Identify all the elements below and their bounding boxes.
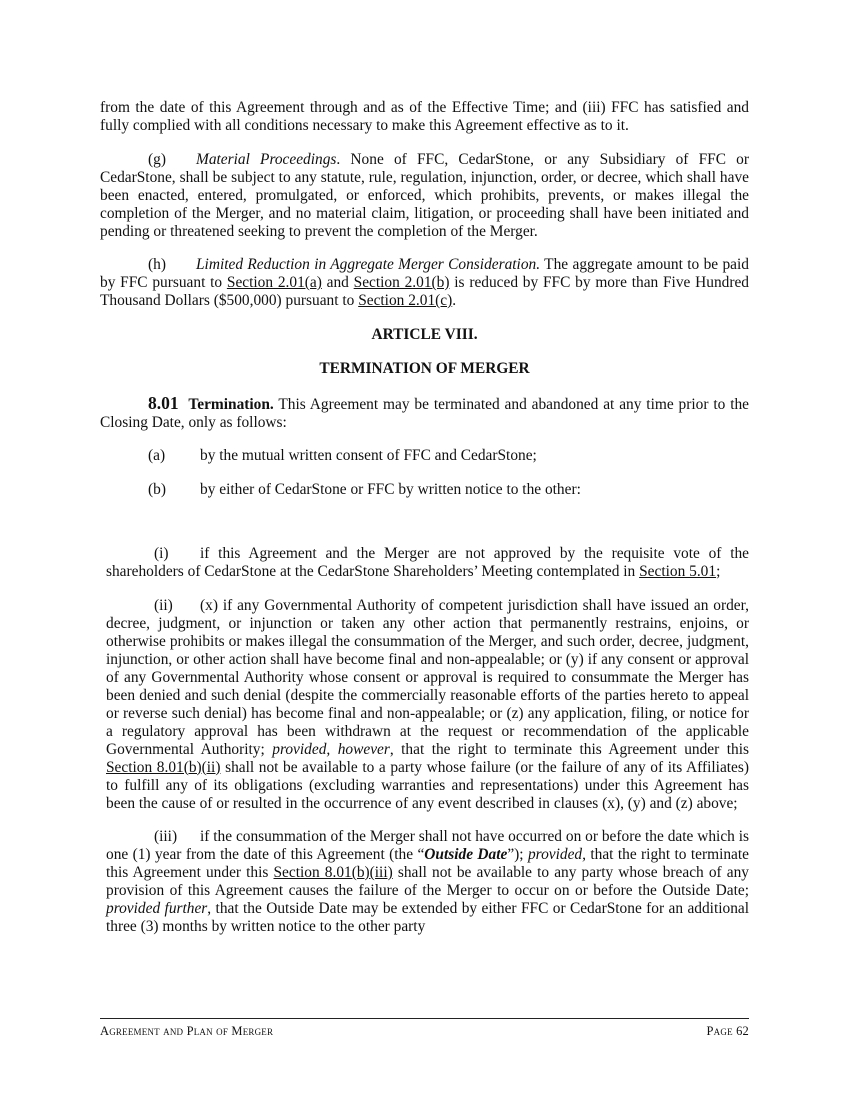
section-ref-2-01a: Section 2.01(a)	[226, 274, 322, 291]
footer-document-title: Agreement and Plan of Merger	[100, 1024, 274, 1038]
sub-clause-iii-proviso-1: provided,	[527, 846, 586, 863]
sub-clause-iii-text-2: ”);	[507, 846, 528, 863]
document-body	[100, 99, 749, 514]
section-ref-5-01: Section 5.01	[639, 563, 717, 580]
list-item-a	[100, 447, 749, 465]
paragraph-h	[100, 256, 749, 310]
section-ref-8-01b-iii: Section 8.01(b)(iii)	[273, 864, 393, 881]
sub-clause-ii	[106, 597, 749, 813]
continuation-text: from the date of this Agreement through and as of the Effective Time; and (iii) FFC has satisfied and fully complied with all conditions necessary to make this Agreement effective as to it.	[100, 99, 749, 134]
article-title: TERMINATION OF MERGER	[319, 359, 530, 377]
list-item-b-label: (b)	[148, 480, 166, 498]
footer-page-number: Page 62	[706, 1024, 749, 1038]
paragraph-h-title: Limited Reduction in Aggregate Merger Consideration.	[196, 256, 541, 273]
sub-clause-i-label: (i)	[154, 545, 169, 562]
sub-clause-ii-text-2: , that the right to terminate this Agreement under this	[389, 740, 749, 758]
sub-clause-i-end: ;	[716, 563, 721, 580]
paragraph-h-label: (h)	[148, 256, 166, 273]
sub-clause-i-text: if this Agreement and the Merger are not approved by the requisite vote of the shareholders of CedarStone at the CedarStone Shareholders’ Meeting contemplated in	[106, 545, 749, 580]
section-8-01	[100, 394, 749, 432]
section-text: This Agreement may be terminated and abandoned at any time prior to the Closing Date, only as follows:	[100, 395, 750, 431]
paragraph-h-text-1: The aggregate amount to be paid by FFC pursuant to	[100, 256, 749, 291]
section-ref-2-01b: Section 2.01(b)	[353, 274, 450, 291]
sub-clause-iii-text-3: that the right to terminate this Agreement under this	[106, 846, 749, 881]
list-item-a-label: (a)	[148, 447, 166, 464]
paragraph-h-text-4: .	[452, 292, 457, 309]
paragraph-g-title: Material Proceedings	[196, 150, 337, 168]
list-item-b-text: by either of CedarStone or FFC by written notice to the other:	[200, 480, 581, 498]
sub-clause-iii-label: (iii)	[154, 828, 178, 845]
sub-clause-ii-proviso: provided, however	[272, 740, 390, 758]
sub-clause-iii	[106, 828, 749, 936]
paragraph-g-text: . None of FFC, CedarStone, or any Subsidiary of FFC or CedarStone, shall be subject to any statute, rule, regulation, injunction, order, or decree, which shall have been enacted, entered, promulgated, or enforced, which prohibits, prevents, or makes illegal the completion of the Merger, and no material claim, litigation, or proceeding shall have been initiated and pending or threatened seeking to prevent the completion of the Merger.	[100, 150, 749, 240]
continuation-paragraph	[100, 99, 749, 135]
sub-clause-iii-text-5: , that the Outside Date may be extended by either FFC or CedarStone for an additional three (3) months by written notice to the other party	[106, 900, 749, 935]
sub-clause-iii-text-4: shall not be available to any party whose breach of any provision of this Agreement causes the failure of the Merger to occur on or before the Outside Date;	[106, 864, 749, 899]
sub-clause-i	[106, 545, 749, 581]
page-footer	[100, 1018, 749, 1039]
defined-term-outside-date: Outside Date	[424, 846, 508, 863]
list-item-b	[100, 481, 749, 499]
sub-clause-ii-label: (ii)	[154, 596, 173, 614]
article-number: ARTICLE VIII.	[371, 325, 478, 343]
paragraph-h-text-2: and	[321, 274, 354, 291]
list-item-a-text: by the mutual written consent of FFC and CedarStone;	[200, 447, 537, 464]
sub-clause-ii-text-3: shall not be available to a party whose failure (or the failure of any of its Affiliates) to fulfill any of its obligations (excluding warranties and representations) under this Agreement has been the cause of or resulted in the occurrence of any event described in clauses (x), (y) and (z) above;	[106, 758, 749, 812]
section-title: Termination.	[188, 395, 274, 413]
sub-clauses	[106, 545, 749, 952]
paragraph-g	[100, 151, 749, 241]
section-ref-2-01c: Section 2.01(c)	[358, 292, 453, 309]
section-number: 8.01	[148, 392, 179, 413]
paragraph-h-text-3: is reduced by FFC by more than Five Hundred Thousand Dollars ($500,000) pursuant to	[100, 274, 749, 309]
sub-clause-iii-text-1: if the consummation of the Merger shall not have occurred on or before the date which is one (1) year from the date of this Agreement (the “	[106, 828, 749, 863]
sub-clause-iii-proviso-2: provided further	[106, 900, 208, 917]
section-ref-8-01b-ii: Section 8.01(b)(ii)	[106, 758, 221, 776]
paragraph-g-label: (g)	[148, 150, 166, 168]
sub-clause-ii-text-1: (x) if any Governmental Authority of competent jurisdiction shall have issued an order, decree, judgment, or injunction or taken any other action that permanently restrains, enjoins, or otherwise prohibits or makes illegal the consummation of the Merger, and such order, decree, judgment, injunction, or other action shall have become final and non-appealable; or (y) if any consent or approval of any Governmental Authority whose consent or approval is required to consummate the Merger has been denied and such denial (despite the commercially reasonable efforts of the parties hereto to appeal or reverse such denial) has become final and non-appealable; or (z) any application, filing, or notice for a regulatory approval has been withdrawn at the request or recommendation of the applicable Governmental Authority;	[106, 596, 749, 758]
